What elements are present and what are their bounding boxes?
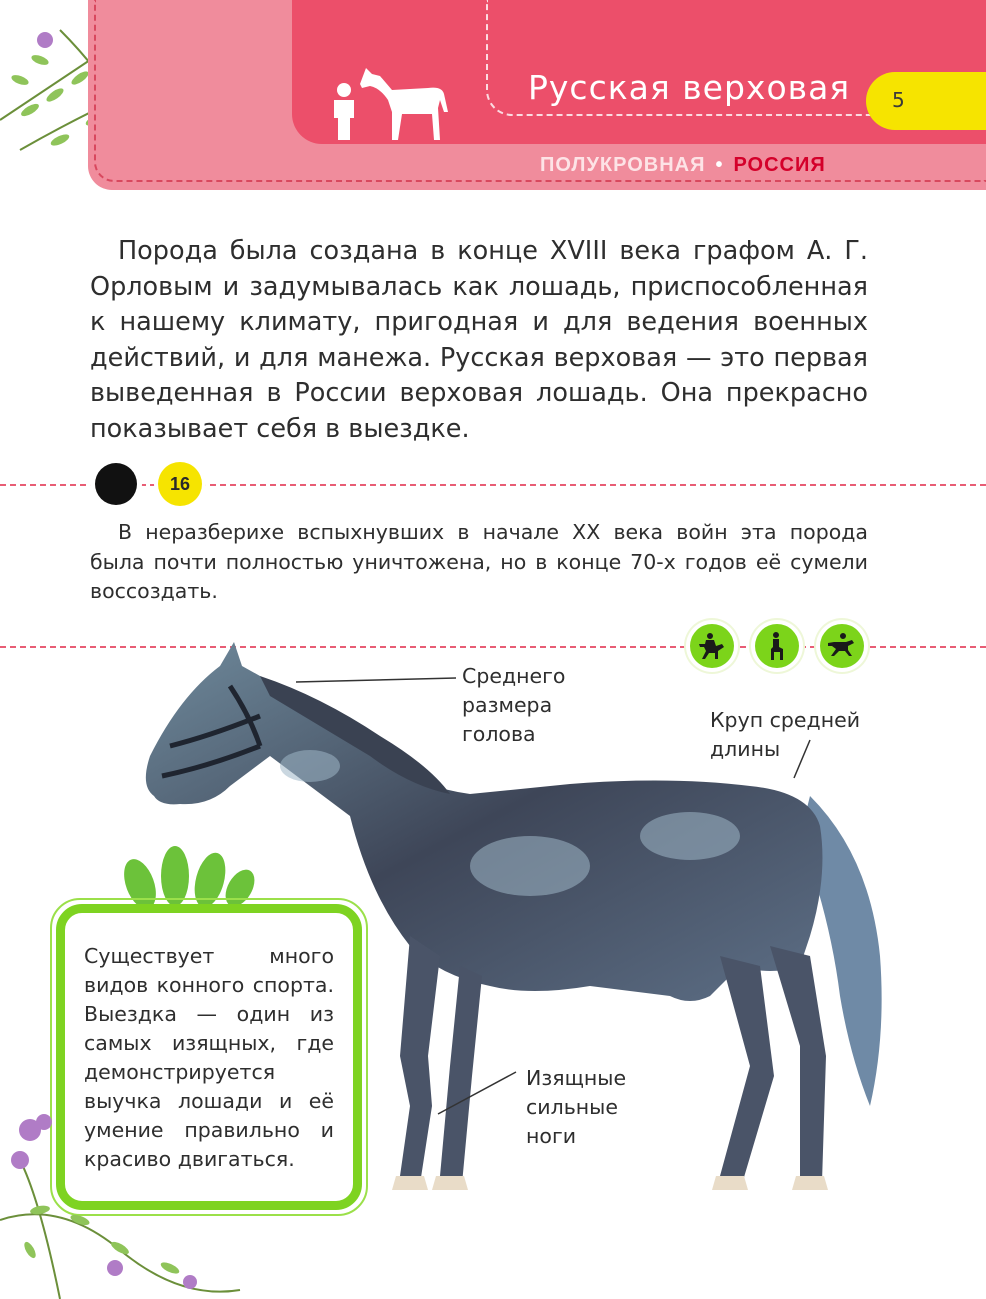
info-box-text: Существует много видов конного спорта. Выездка — один из самых изящных, где демонстрируется выучка лошади и её умение правильно и красиво двигаться. [84,944,334,1171]
decorative-flowers-bottom-icon [0,1100,260,1299]
history-paragraph: В неразберихе вспыхнувших в начале XX века войн эта порода была почти полностью уничтожена, но в конце 70-х годов её сумели воссоздать. [90,520,868,603]
label-legs-line: ноги [526,1124,577,1148]
number-badge: 16 [158,462,202,506]
breed-type: ПОЛУКРОВНАЯ [540,154,706,176]
decorative-leaves-icon [100,836,270,906]
label-head-line: голова [462,722,536,746]
label-legs [526,1064,626,1151]
label-head-line: Среднего [462,664,566,688]
label-head [462,662,565,749]
label-head-line: размера [462,693,553,717]
label-croup-line: Круп средней [710,708,861,732]
label-legs-line: сильные [526,1095,618,1119]
label-croup-line: длины [710,737,781,761]
page-number: 5 [892,88,905,112]
page-title: Русская верховая [528,68,851,107]
label-croup [710,706,860,764]
intro-paragraph: Порода была создана в конце XVIII века графом А. Г. Орловым и задумывалась как лошадь, приспособленная к нашему климату, пригодная и для ведения военных действий, и для манежа. Русская верховая — это первая выведенная в России верховая лошадь. Она прекрасно показывает себя в выездке. [90,236,868,444]
bullet-separator: • [715,154,724,176]
breed-country: РОССИЯ [733,154,826,176]
label-legs-line: Изящные [526,1066,627,1090]
